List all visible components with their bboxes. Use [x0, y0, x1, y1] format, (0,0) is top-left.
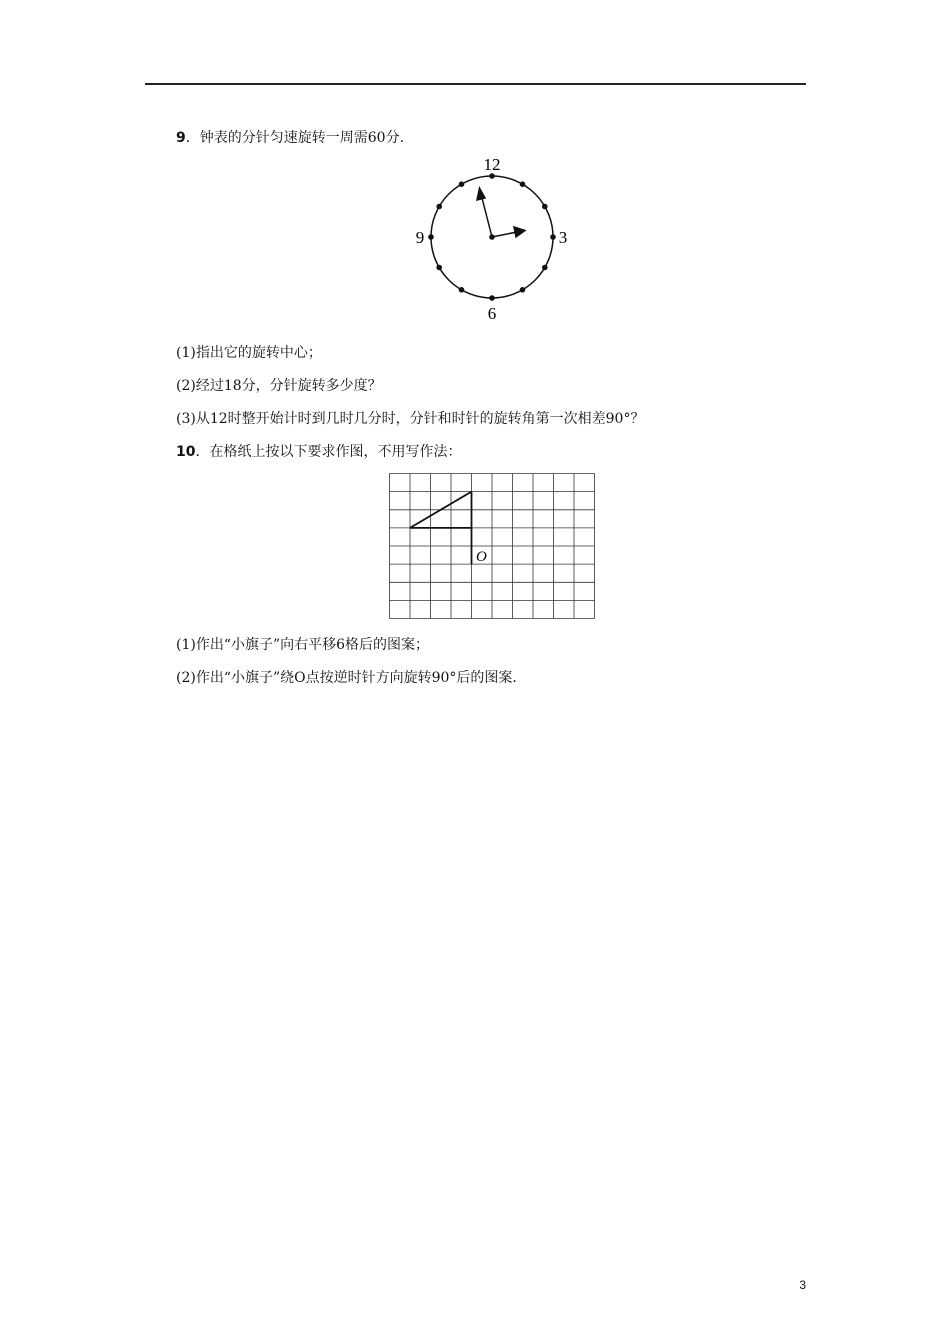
- q9-stem: [176, 128, 404, 148]
- q9-part-2: (2)经过18分，分针旋转多少度？: [176, 378, 382, 394]
- tick-dot-8: [436, 265, 442, 271]
- grid-figure: [388, 472, 598, 622]
- tick-dot-4: [542, 265, 548, 271]
- q9-number: 9: [176, 130, 186, 146]
- hour-hand: [492, 227, 525, 237]
- q9-part-1: (1)指出它的旋转中心；: [176, 345, 322, 361]
- tick-dot-12: [489, 173, 495, 179]
- tick-dot-10: [436, 204, 442, 210]
- grid-lines: [390, 474, 595, 619]
- clock-label-6: 6: [487, 304, 497, 323]
- q10-number: 10: [176, 444, 196, 460]
- tick-dot-9: [428, 234, 434, 240]
- clock-label-3: 3: [558, 228, 568, 247]
- q10-part-2: (2)作出“小旗子”绕O点按逆时针方向旋转90°后的图案.: [176, 670, 517, 686]
- tick-dot-5: [520, 287, 526, 293]
- tick-dot-3: [550, 234, 556, 240]
- minute-hand: [477, 188, 492, 237]
- q10-part-1: (1)作出“小旗子”向右平移6格后的图案；: [176, 637, 430, 653]
- q10-stem-text: ．在格纸上按以下要求作图，不用写作法：: [195, 444, 462, 460]
- tick-dot-1: [520, 181, 526, 187]
- tick-dot-2: [542, 204, 548, 210]
- point-o-label: O: [476, 549, 487, 565]
- tick-dot-6: [489, 295, 495, 301]
- q9-part-3: (3)从12时整开始计时到几时几分时，分针和时针的旋转角第一次相差90°？: [176, 411, 645, 427]
- tick-dot-11: [459, 181, 465, 187]
- tick-dot-7: [459, 287, 465, 293]
- clock-figure: [408, 150, 578, 325]
- flag-shape: [410, 492, 472, 564]
- page-number: 3: [799, 1278, 806, 1292]
- header-rule: [145, 83, 806, 85]
- clock-label-12: 12: [483, 155, 501, 174]
- q9-stem-text: ．钟表的分针匀速旋转一周需60分.: [185, 130, 405, 146]
- q10-stem: [176, 442, 461, 462]
- clock-label-9: 9: [415, 228, 425, 247]
